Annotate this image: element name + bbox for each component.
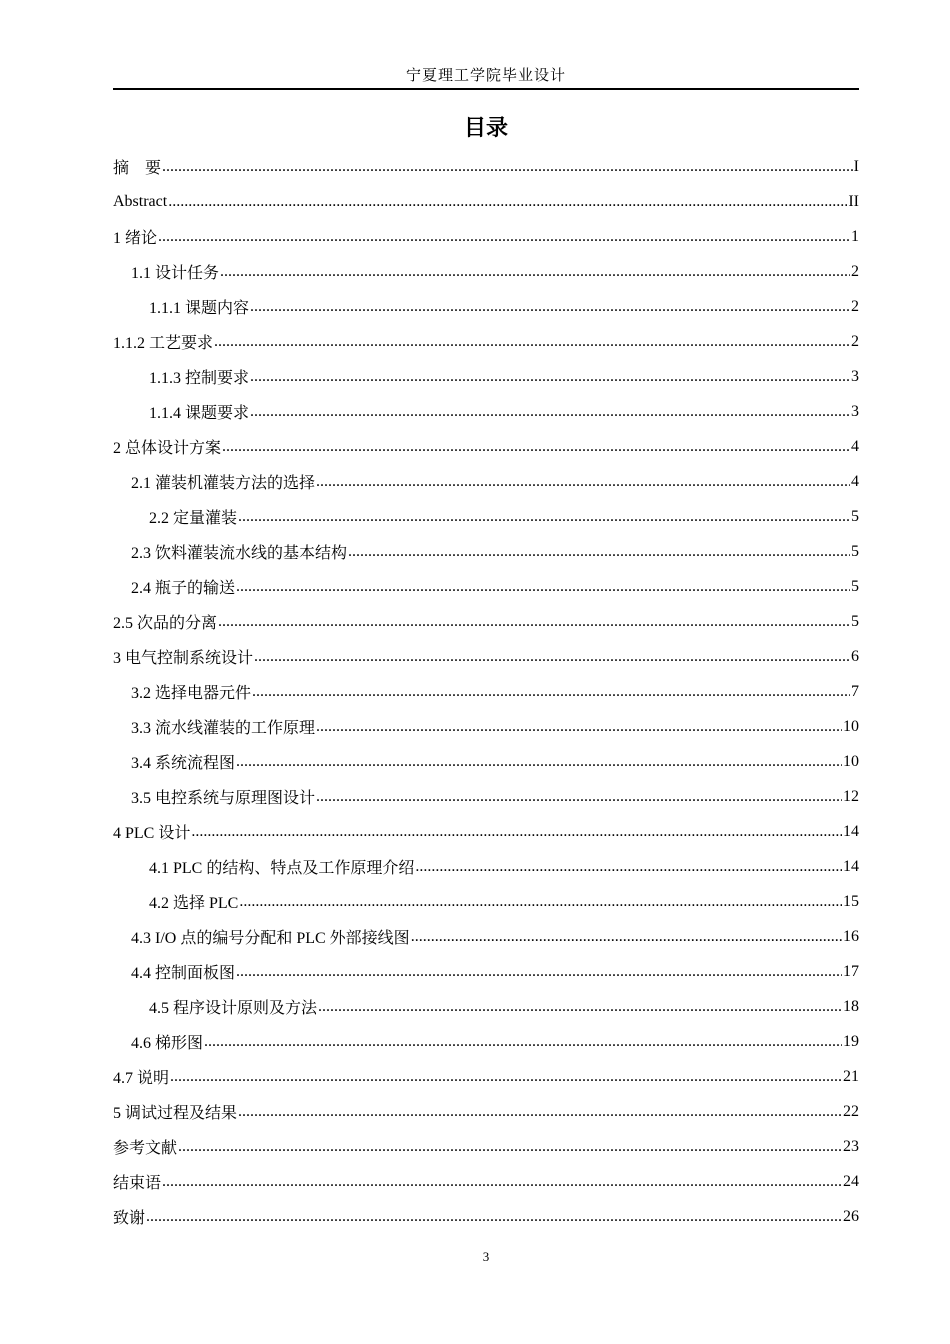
page-header: 宁夏理工学院毕业设计 (405, 68, 566, 84)
toc-entry-page: 22 (843, 1102, 859, 1120)
toc-entry-page: 10 (843, 717, 859, 735)
toc-leader (318, 998, 842, 1016)
toc-entry-label: 4.3 I/O 点的编号分配和 PLC 外部接线图 (131, 930, 410, 947)
toc-entry-page: 7 (851, 682, 859, 700)
toc-entry-page: 12 (843, 787, 859, 805)
toc-entry-page: 2 (851, 262, 859, 280)
toc-entry[interactable] (113, 219, 859, 254)
toc-entry-label: 4 PLC 设计 (113, 825, 191, 842)
toc-entry-label: 1.1.4 课题要求 (149, 405, 250, 422)
toc-entry-label: 2.1 灌装机灌装方法的选择 (131, 475, 316, 492)
toc-leader (158, 228, 850, 246)
toc-entry[interactable] (113, 1199, 859, 1234)
toc-entry[interactable] (113, 1059, 859, 1094)
toc-leader (236, 753, 842, 771)
toc-leader (170, 1068, 842, 1086)
toc-title: 目录 (463, 116, 508, 141)
toc-entry[interactable] (113, 254, 859, 289)
toc-entry-label: 1.1.3 控制要求 (149, 370, 250, 387)
toc-entry[interactable] (113, 884, 859, 919)
toc-entry[interactable] (113, 849, 859, 884)
toc-leader (250, 298, 850, 316)
toc-entry-label: Abstract (113, 192, 168, 210)
toc-entry-label: 4.6 梯形图 (131, 1035, 204, 1052)
toc-entry[interactable] (113, 534, 859, 569)
toc-entry[interactable] (113, 919, 859, 954)
toc-entry-label: 4.1 PLC 的结构、特点及工作原理介绍 (149, 860, 415, 877)
toc-entry-label: 1 绪论 (113, 230, 158, 247)
toc-leader (218, 613, 850, 631)
toc-leader (238, 508, 850, 526)
toc-entry-label: 3.3 流水线灌装的工作原理 (131, 720, 316, 737)
toc-entry[interactable] (113, 1164, 859, 1199)
toc-entry[interactable] (113, 359, 859, 394)
toc-entry-page: 1 (851, 227, 859, 245)
toc-entry-label: 3 电气控制系统设计 (113, 650, 254, 667)
toc-entry-page: 18 (843, 997, 859, 1015)
toc-entry[interactable] (113, 149, 859, 184)
toc-entry-page: II (848, 192, 859, 210)
toc-leader (254, 648, 850, 666)
toc-entry-label: 1.1.1 课题内容 (149, 300, 250, 317)
toc-leader (204, 1033, 842, 1051)
toc-entry-label: 1.1.2 工艺要求 (113, 335, 214, 352)
toc-leader (252, 683, 850, 701)
toc-entry[interactable] (113, 604, 859, 639)
toc-entry[interactable] (113, 184, 859, 219)
toc-entry[interactable] (113, 639, 859, 674)
toc-entry-page: 4 (851, 472, 859, 490)
toc-leader (316, 473, 850, 491)
toc-entry-page: 26 (843, 1207, 859, 1225)
toc-entry[interactable] (113, 1094, 859, 1129)
toc-leader (222, 438, 850, 456)
toc-entry-page: 3 (851, 367, 859, 385)
toc-entry[interactable] (113, 779, 859, 814)
toc-entry-label: 4.7 说明 (113, 1070, 170, 1087)
toc-leader (236, 578, 850, 596)
toc-entry-page: 10 (843, 752, 859, 770)
toc-entry-label: 5 调试过程及结果 (113, 1105, 238, 1122)
toc-entry[interactable] (113, 674, 859, 709)
toc-entry[interactable] (113, 324, 859, 359)
toc-leader (250, 368, 850, 386)
toc-entry-page: 21 (843, 1067, 859, 1085)
toc-entry[interactable] (113, 569, 859, 604)
toc-entry-page: 17 (843, 962, 859, 980)
toc-entry-label: 2.4 瓶子的输送 (131, 580, 236, 597)
toc-leader (415, 858, 842, 876)
toc-entry-page: 19 (843, 1032, 859, 1050)
toc-entry-label: 2.2 定量灌装 (149, 510, 238, 527)
toc-entry-page: 23 (843, 1137, 859, 1155)
toc-entry-label: 2.5 次品的分离 (113, 615, 218, 632)
toc-entry[interactable] (113, 464, 859, 499)
toc-entry-page: 16 (843, 927, 859, 945)
table-of-contents (113, 149, 859, 1234)
toc-entry-label: 致谢 (113, 1210, 146, 1227)
toc-entry[interactable] (113, 429, 859, 464)
toc-entry[interactable] (113, 1024, 859, 1059)
toc-leader (191, 823, 842, 841)
toc-leader (348, 543, 850, 561)
toc-entry-page: 5 (851, 542, 859, 560)
toc-entry-page: 3 (851, 402, 859, 420)
toc-entry[interactable] (113, 814, 859, 849)
toc-entry[interactable] (113, 744, 859, 779)
toc-entry-page: 5 (851, 577, 859, 595)
toc-leader (238, 1103, 842, 1121)
toc-entry-page: 2 (851, 332, 859, 350)
toc-entry[interactable] (113, 989, 859, 1024)
toc-entry-page: 6 (851, 647, 859, 665)
toc-entry-page: 2 (851, 297, 859, 315)
toc-entry-label: 3.4 系统流程图 (131, 755, 236, 772)
toc-entry-label: 4.5 程序设计原则及方法 (149, 1000, 318, 1017)
header-rule (113, 88, 859, 90)
toc-leader (316, 788, 842, 806)
toc-leader (162, 158, 853, 176)
toc-entry-label: 3.2 选择电器元件 (131, 685, 252, 702)
toc-leader (239, 893, 842, 911)
toc-leader (214, 333, 850, 351)
toc-leader (220, 263, 850, 281)
toc-leader (162, 1173, 842, 1191)
toc-entry[interactable] (113, 499, 859, 534)
toc-entry[interactable] (113, 709, 859, 744)
toc-entry-label: 3.5 电控系统与原理图设计 (131, 790, 316, 807)
toc-entry-page: 5 (851, 612, 859, 630)
toc-entry-label: 结束语 (113, 1175, 162, 1192)
toc-entry-label: 4.2 选择 PLC (149, 895, 239, 912)
toc-entry[interactable] (113, 394, 859, 429)
toc-entry-page: 14 (843, 857, 859, 875)
toc-leader (168, 193, 847, 211)
page-number: 3 (482, 1249, 490, 1264)
toc-entry-label: 2 总体设计方案 (113, 440, 222, 457)
toc-leader (316, 718, 842, 736)
toc-entry-page: 14 (843, 822, 859, 840)
toc-leader (146, 1208, 842, 1226)
toc-leader (178, 1138, 842, 1156)
toc-entry-label: 参考文献 (113, 1140, 178, 1157)
toc-entry-label: 4.4 控制面板图 (131, 965, 236, 982)
toc-entry-page: 4 (851, 437, 859, 455)
toc-entry-label: 摘 要 (113, 160, 162, 177)
toc-leader (250, 403, 850, 421)
toc-entry[interactable] (113, 954, 859, 989)
toc-entry[interactable] (113, 1129, 859, 1164)
toc-leader (236, 963, 842, 981)
toc-entry-page: 15 (843, 892, 859, 910)
toc-entry-label: 1.1 设计任务 (131, 265, 220, 282)
toc-entry-label: 2.3 饮料灌装流水线的基本结构 (131, 545, 348, 562)
toc-entry-page: I (853, 157, 859, 175)
toc-entry-page: 24 (843, 1172, 859, 1190)
toc-entry-page: 5 (851, 507, 859, 525)
toc-entry[interactable] (113, 289, 859, 324)
toc-leader (411, 928, 842, 946)
